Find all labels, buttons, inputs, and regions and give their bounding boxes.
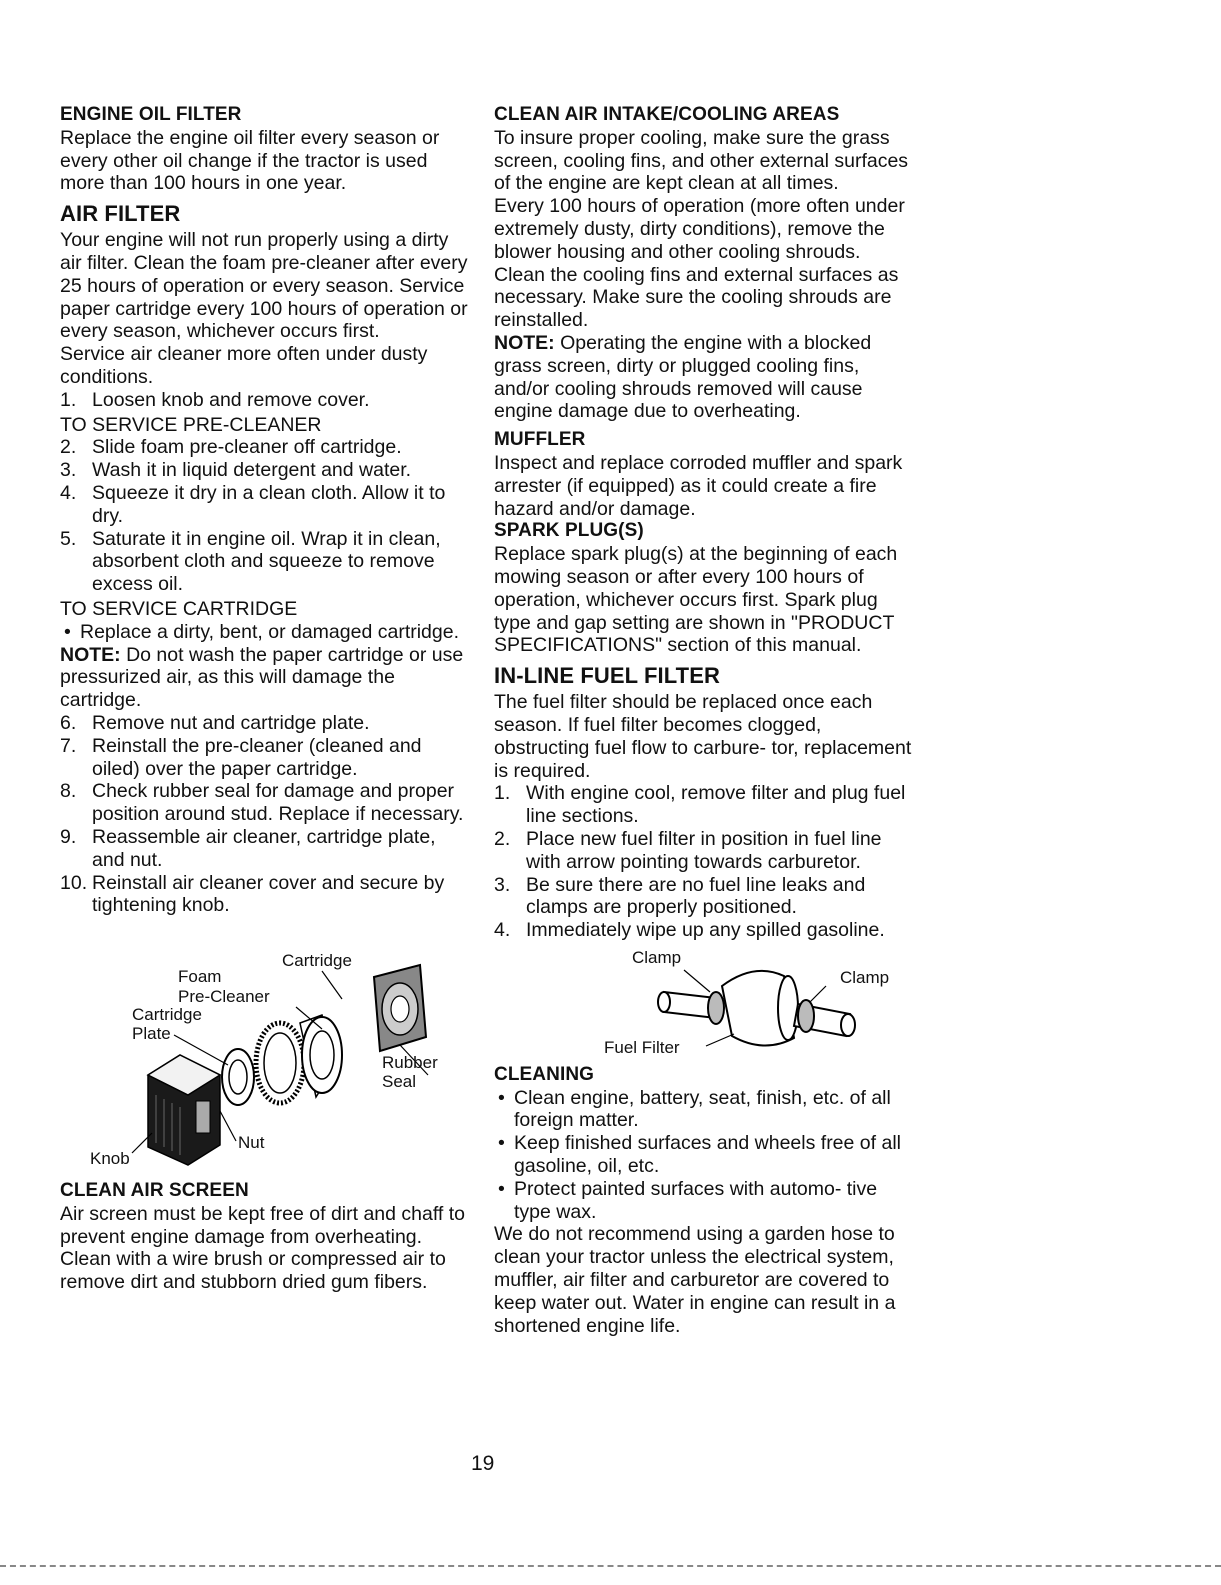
list-item: • Keep finished surfaces and wheels free of all gasoline, oil, etc.: [498, 1132, 901, 1178]
list-item: • Replace a dirty, bent, or damaged cartridge.: [64, 620, 460, 643]
label-seal: Seal: [382, 1072, 417, 1092]
list-item: 1. With engine cool, remove filter and plug fuel line sections.: [494, 782, 906, 828]
list-item: 4. Immediately wipe up any spilled gasoline.: [494, 919, 885, 942]
label-foam: Foam: [178, 967, 222, 987]
clean-air-intake-text-2: Every 100 hours of operation (more often under extremely dusty, dirty conditions), remove the blower housing and other cooling shrouds. Clean the cooling fins and external surfaces as necessary. Make sure the cooling shrouds are reinstalled.: [494, 195, 905, 332]
cartridge-subheading: TO SERVICE CARTRIDGE: [60, 597, 298, 620]
spark-plugs-heading: SPARK PLUG(S): [494, 520, 644, 542]
list-item: 2. Place new fuel filter in position in fuel line with arrow pointing towards carburetor.: [494, 827, 882, 873]
label-fuel-filter: Fuel Filter: [604, 1037, 680, 1057]
engine-oil-filter-text: Replace the engine oil filter every season or every other oil change if the tractor is used more than 100 hours in one year.: [60, 126, 440, 195]
label-cartridge-plate-1: Cartridge: [132, 1005, 202, 1025]
pre-cleaner-steps: [60, 436, 470, 596]
cartridge-bullets: [60, 621, 470, 644]
clean-air-intake-note: NOTE: Operating the engine with a blocked grass screen, dirty or plugged cooling fins, and/or cooling shrouds removed will cause engine damage due to overheating.: [494, 331, 872, 423]
air-cleaner-diagram: [60, 925, 470, 1170]
muffler-heading: MUFFLER: [494, 429, 586, 451]
clean-air-intake-heading: CLEAN AIR INTAKE/COOLING AREAS: [494, 104, 840, 125]
bullet-icon: •: [498, 1132, 505, 1155]
list-item: 7. Reinstall the pre-cleaner (cleaned and oiled) over the paper cartridge.: [60, 734, 422, 780]
page-number: 19: [471, 1452, 495, 1475]
clean-air-intake-text-1: To insure proper cooling, make sure the grass screen, cooling fins, and other external surfaces of the engine are kept clean at all times.: [494, 126, 909, 195]
list-item: 8. Check rubber seal for damage and proper position around stud. Replace if necessary.: [60, 780, 464, 826]
air-filter-dusty: Service air cleaner more often under dusty conditions.: [60, 343, 428, 388]
list-item: 2. Slide foam pre-cleaner off cartridge.: [60, 436, 402, 459]
cartridge-note: NOTE: Do not wash the paper cartridge or use pressurized air, as this will damage the cartridge.: [60, 643, 464, 712]
air-filter-step-1: [60, 389, 470, 412]
cleaning-heading: CLEANING: [494, 1063, 595, 1085]
clean-air-screen-heading: CLEAN AIR SCREEN: [60, 1180, 249, 1202]
pre-cleaner-subheading: TO SERVICE PRE-CLEANER: [60, 413, 322, 436]
cover-drawing: [148, 1055, 220, 1165]
label-pre-cleaner: Pre-Cleaner: [178, 987, 270, 1007]
fuel-filter-steps: [494, 782, 914, 942]
spark-plugs-text: Replace spark plug(s) at the beginning of each mowing season or after every 100 hours of operation, whichever occurs first. Spark plug type and gap setting are shown in "PRODUCT SPECIFICATIONS" section of this manual.: [494, 543, 898, 657]
label-clamp-left: Clamp: [632, 947, 682, 967]
list-item: 4. Squeeze it dry in a clean cloth. Allow it to dry.: [60, 481, 446, 527]
fuel-filter-heading: IN-LINE FUEL FILTER: [494, 663, 720, 689]
label-rubber: Rubber: [382, 1053, 438, 1073]
list-item: 3. Wash it in liquid detergent and water.: [60, 459, 412, 482]
right-column: [494, 104, 914, 1337]
label-cartridge: Cartridge: [282, 951, 352, 971]
fuel-filter-illustration: [494, 946, 914, 1064]
cleaning-bullets: [494, 1087, 914, 1224]
list-item: • Clean engine, battery, seat, finish, etc. of all foreign matter.: [498, 1086, 891, 1132]
label-clamp-right: Clamp: [840, 967, 890, 987]
cartridge-steps: [60, 712, 470, 917]
bullet-icon: •: [498, 1177, 505, 1200]
label-knob: Knob: [90, 1149, 130, 1169]
list-item: 10. Reinstall air cleaner cover and secure by tightening knob.: [60, 871, 445, 917]
list-item: • Protect painted surfaces with automo- tive type wax.: [498, 1177, 878, 1223]
engine-oil-filter-heading: ENGINE OIL FILTER: [60, 104, 242, 125]
air-filter-heading: AIR FILTER: [60, 201, 181, 227]
rubber-seal-base-drawing: [374, 965, 426, 1051]
air-cleaner-illustration: [60, 925, 470, 1170]
label-nut: Nut: [238, 1133, 265, 1153]
cleaning-text: We do not recommend using a garden hose to clean your tractor unless the electrical system, muffler, air filter and carburetor are covered to keep water out. Water in engine can result in a shortened engine life.: [494, 1223, 896, 1337]
list-item: 9. Reassemble air cleaner, cartridge plate, and nut.: [60, 825, 436, 871]
bullet-icon: •: [498, 1086, 505, 1109]
muffler-text: Inspect and replace corroded muffler and spark arrester (if equipped) as it could create a fire hazard and/or damage.: [494, 451, 903, 520]
foam-pre-cleaner-drawing: [256, 1023, 304, 1103]
left-column: [60, 104, 470, 1294]
cartridge-plate-drawing: [222, 1049, 254, 1105]
list-item: 6. Remove nut and cartridge plate.: [60, 711, 370, 734]
paper-cartridge-drawing: [300, 1015, 342, 1097]
clean-air-screen-text: Air screen must be kept free of dirt and chaff to prevent engine damage from overheating. Clean with a wire brush or compressed air to remove dirt and stubborn dried gum fibers.: [60, 1202, 466, 1294]
label-cartridge-plate-2: Plate: [132, 1024, 171, 1044]
list-item: 3. Be sure there are no fuel line leaks and clamps are properly positioned.: [494, 873, 866, 919]
list-item: 5. Saturate it in engine oil. Wrap it in clean, absorbent cloth and squeeze to remove excess oil.: [60, 527, 441, 596]
page-bottom-edge: [0, 1565, 1221, 1567]
air-filter-intro: Your engine will not run properly using a dirty air filter. Clean the foam pre-cleaner after every 25 hours of operation or every season. Service paper cartridge every 100 hours of operation or every season, whichever occurs first.: [60, 229, 468, 343]
fuel-filter-text: The fuel filter should be replaced once each season. If fuel filter becomes clogged, obstructing fuel flow to carbure- tor, replacement is required.: [494, 691, 912, 782]
fuel-filter-diagram: [494, 946, 914, 1064]
fuel-line-drawing: [658, 971, 855, 1046]
bullet-icon: •: [64, 620, 71, 643]
list-item: 1. Loosen knob and remove cover.: [60, 388, 370, 411]
